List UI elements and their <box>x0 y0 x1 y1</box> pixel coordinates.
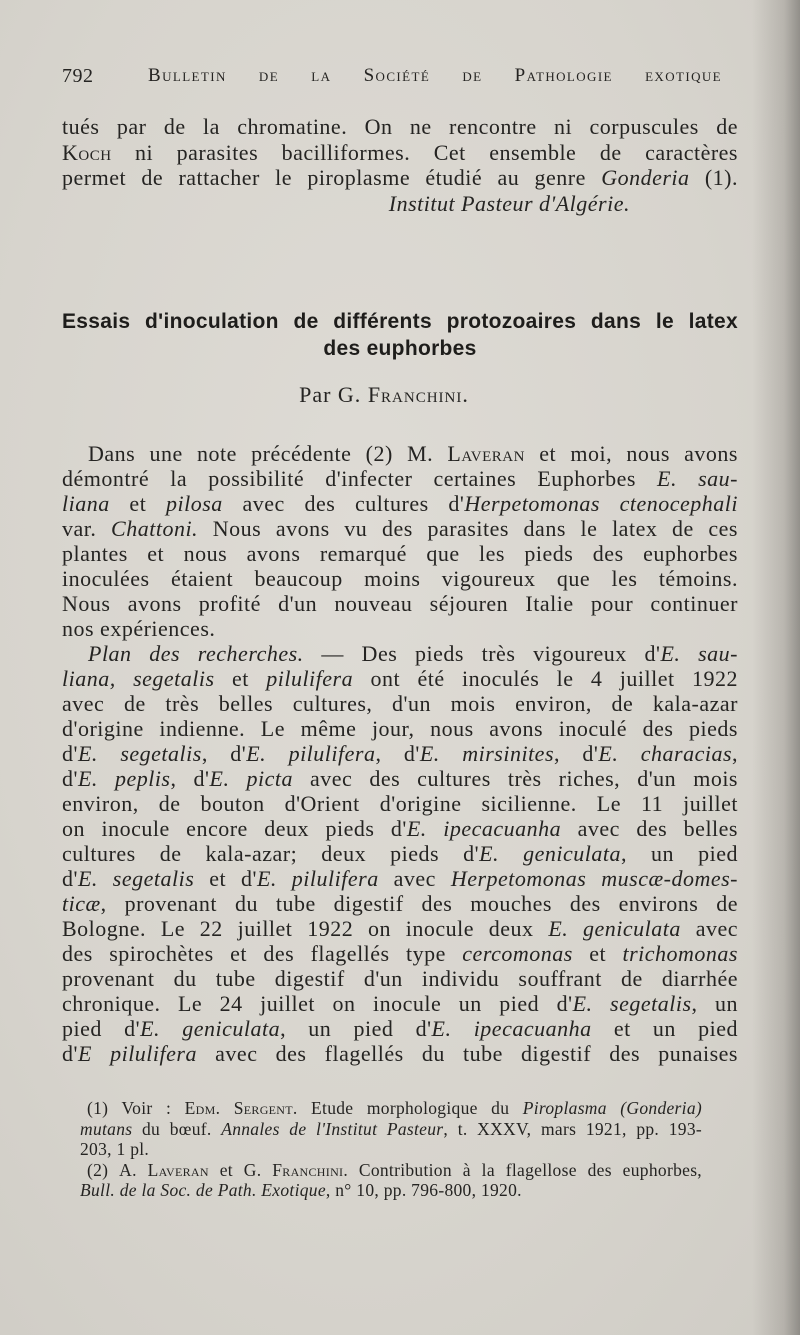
roman-text: — Des pieds très vigoureux d' <box>303 640 661 666</box>
text-line <box>62 866 738 891</box>
roman-text: ont été inoculés le 4 juillet 1922 <box>353 665 738 691</box>
text-line <box>62 841 738 866</box>
roman-text: , un <box>691 990 739 1016</box>
small-caps-text: Koch <box>62 139 112 165</box>
italic-text: liana <box>62 490 110 516</box>
text-line <box>62 1041 738 1066</box>
continued-paragraph <box>62 114 738 191</box>
roman-text: Etude morphologique du <box>297 1098 523 1118</box>
text-line <box>62 441 738 466</box>
roman-text: Contribution à la flagellose des euphorbes, <box>348 1159 702 1180</box>
roman-text: , d' <box>554 740 599 766</box>
roman-text: et <box>109 490 167 516</box>
page-number: 792 <box>62 64 94 87</box>
text-line <box>62 766 738 791</box>
italic-text: E. mirsinites <box>419 740 555 766</box>
text-line <box>80 1160 702 1181</box>
italic-text: cercomonas <box>462 940 573 966</box>
roman-text: inoculées étaient beaucoup moins vigoureux que les témoins. <box>62 565 738 591</box>
text-line <box>80 1119 702 1140</box>
roman-text: d' <box>62 740 78 766</box>
roman-text: avec <box>378 865 451 891</box>
text-line <box>62 616 738 641</box>
text-line <box>62 916 738 941</box>
roman-text: , <box>732 740 739 766</box>
roman-text: pied d' <box>62 1015 141 1041</box>
roman-text: , un pied <box>620 840 738 866</box>
roman-text: plantes et nous avons remarqué que les pieds des euphorbes <box>62 540 738 566</box>
roman-text: Bologne. Le 22 juillet 1922 on inocule deux <box>62 915 549 941</box>
text-line <box>80 1180 702 1201</box>
text-line <box>62 591 738 616</box>
footnotes <box>80 1098 702 1201</box>
text-line <box>62 816 738 841</box>
roman-text: environ, de bouton d'Orient d'origine sicilienne. Le 11 juillet <box>62 790 738 816</box>
italic-text: E. ipecacuanha <box>406 815 562 841</box>
roman-text: démontré la possibilité d'infecter certaines Euphorbes <box>62 465 658 491</box>
italic-text: Piroplasma (Gonderia) <box>522 1098 703 1118</box>
roman-text: et <box>208 1159 244 1180</box>
text-line <box>62 114 738 140</box>
text-line <box>62 491 738 516</box>
small-caps-text: Edm. Sergent. <box>184 1098 298 1118</box>
italic-text: E. characias <box>598 740 733 766</box>
italic-text: trichomonas <box>622 940 738 966</box>
roman-text: , d' <box>201 740 247 766</box>
text-line <box>62 966 738 991</box>
roman-text: , n° 10, pp. 796-800, 1920. <box>325 1180 522 1200</box>
article-body <box>62 441 738 1066</box>
text-line <box>62 741 738 766</box>
italic-text: E. segetalis <box>77 865 195 891</box>
roman-text: , d' <box>170 765 210 791</box>
article-title <box>62 308 738 362</box>
text-line <box>80 1098 702 1119</box>
roman-text: (1) Voir : <box>87 1098 185 1118</box>
italic-text: Herpetomonas muscæ-domes- <box>450 865 739 891</box>
roman-text: , provenant du tube digestif des mouches des environs de <box>100 890 738 916</box>
text-line <box>62 691 738 716</box>
italic-text: E. segetalis <box>77 740 202 766</box>
roman-text: var. <box>62 515 112 541</box>
roman-text: d' <box>62 865 78 891</box>
italic-text: E. segetalis <box>572 990 692 1016</box>
italic-text: Chattoni. <box>111 515 199 541</box>
footnote <box>80 1098 702 1160</box>
footnote <box>80 1160 702 1201</box>
roman-text: avec des flagellés du tube digestif des punaises <box>196 1040 738 1066</box>
text-line <box>62 791 738 816</box>
roman-text: , un pied d' <box>280 1015 432 1041</box>
text-line <box>62 891 738 916</box>
italic-text: Gonderia <box>601 165 690 190</box>
roman-text: (1). <box>689 165 738 190</box>
italic-text: mutans <box>80 1118 133 1139</box>
roman-text: (2) <box>87 1159 120 1180</box>
italic-text: E. geniculata <box>479 840 621 866</box>
italic-text: E. geniculata <box>548 915 681 941</box>
italic-text: E. pilulifera <box>256 865 379 891</box>
text-line <box>62 566 738 591</box>
text-line <box>62 1016 738 1041</box>
small-caps-text: A. Laveran <box>119 1159 209 1180</box>
author-name: Franchini. <box>367 381 469 407</box>
text-line <box>62 641 738 666</box>
text-line <box>62 165 738 191</box>
italic-text: pilulifera <box>266 665 354 691</box>
article-title-line: Essais d'inoculation de différents protozoaires dans le latex <box>62 310 738 333</box>
small-caps-text: Laveran <box>447 440 525 466</box>
roman-text: du bœuf. <box>132 1118 222 1139</box>
text-line <box>62 991 738 1016</box>
roman-text: d'origine indienne. Le même jour, nous avons inoculé des pieds <box>62 715 738 741</box>
italic-text: E. geniculata <box>140 1015 281 1041</box>
text-line <box>62 941 738 966</box>
text-line <box>62 541 738 566</box>
roman-text: Nous avons profité d'un nouveau séjouren Italie pour continuer <box>62 590 738 616</box>
roman-text: chronique. Le 24 juillet on inocule un pied d' <box>62 990 573 1016</box>
roman-text: avec de très belles cultures, d'un mois environ, de kala-azar <box>62 690 738 716</box>
roman-text: 203, 1 pl. <box>80 1139 150 1159</box>
roman-text: cultures de kala-azar; deux pieds d' <box>62 840 480 866</box>
text-line <box>62 140 738 166</box>
affiliation: Institut Pasteur d'Algérie. <box>388 190 630 216</box>
roman-text: et d' <box>194 865 257 891</box>
italic-text: Herpetomonas ctenocephali <box>464 490 738 516</box>
roman-text: provenant du tube digestif d'un individu souffrant de diarrhée <box>62 965 738 991</box>
italic-text: Bull. de la Soc. de Path. Exotique <box>80 1180 326 1200</box>
roman-text: Dans une note précédente (2) M. <box>88 440 448 466</box>
italic-text: E. peplis <box>77 765 171 791</box>
byline-prefix: Par G. <box>299 381 368 407</box>
small-caps-text: G. Franchini. <box>243 1159 349 1180</box>
body-paragraph <box>62 441 738 641</box>
roman-text: permet de rattacher le piroplasme étudié au genre <box>62 165 602 190</box>
roman-text: , d' <box>375 740 420 766</box>
roman-text: et <box>214 665 267 691</box>
text-line <box>62 666 738 691</box>
roman-text: Nous avons vu des parasites dans le latex de ces <box>198 515 738 541</box>
italic-text: E. sau- <box>657 465 738 491</box>
article-title-line: des euphorbes <box>323 337 477 360</box>
italic-text: pilosa <box>166 490 223 516</box>
text-line <box>80 1139 702 1160</box>
text-line <box>62 466 738 491</box>
italic-text: E. picta <box>209 765 293 791</box>
italic-text: liana, segetalis <box>62 665 215 691</box>
italic-text: E. ipecacuanha <box>431 1015 592 1041</box>
roman-text: on inocule encore deux pieds d' <box>62 815 407 841</box>
body-paragraph <box>62 641 738 1066</box>
roman-text: tués par de la chromatine. On ne rencontre ni corpuscules de <box>62 114 738 139</box>
roman-text: d' <box>62 765 78 791</box>
italic-text: ticæ <box>62 890 101 916</box>
text-line <box>62 716 738 741</box>
roman-text: avec des belles <box>561 815 738 841</box>
journal-title: Bulletin de la Société de Pathologie exotique <box>148 64 722 86</box>
roman-text: ni parasites bacilliformes. Cet ensemble de caractères <box>111 139 738 165</box>
roman-text: nos expériences. <box>62 615 216 641</box>
roman-text: d' <box>62 1040 78 1066</box>
italic-text: E. sau- <box>660 640 738 666</box>
italic-text: E pilulifera <box>77 1040 197 1066</box>
roman-text: avec des cultures très riches, d'un mois <box>292 765 738 791</box>
italic-text: Plan des recherches. <box>88 640 304 666</box>
text-line <box>62 516 738 541</box>
roman-text: et moi, nous avons <box>524 440 738 466</box>
italic-text: E. pilulifera <box>246 740 376 766</box>
roman-text: des spirochètes et des flagellés type <box>62 940 463 966</box>
roman-text: avec <box>680 915 738 941</box>
byline <box>62 382 706 408</box>
roman-text: avec des cultures d' <box>222 490 465 516</box>
roman-text: et un pied <box>591 1015 738 1041</box>
roman-text: , t. XXXV, mars 1921, pp. 193- <box>443 1118 703 1139</box>
roman-text: et <box>572 940 623 966</box>
italic-text: Annales de l'Institut Pasteur <box>221 1118 444 1139</box>
